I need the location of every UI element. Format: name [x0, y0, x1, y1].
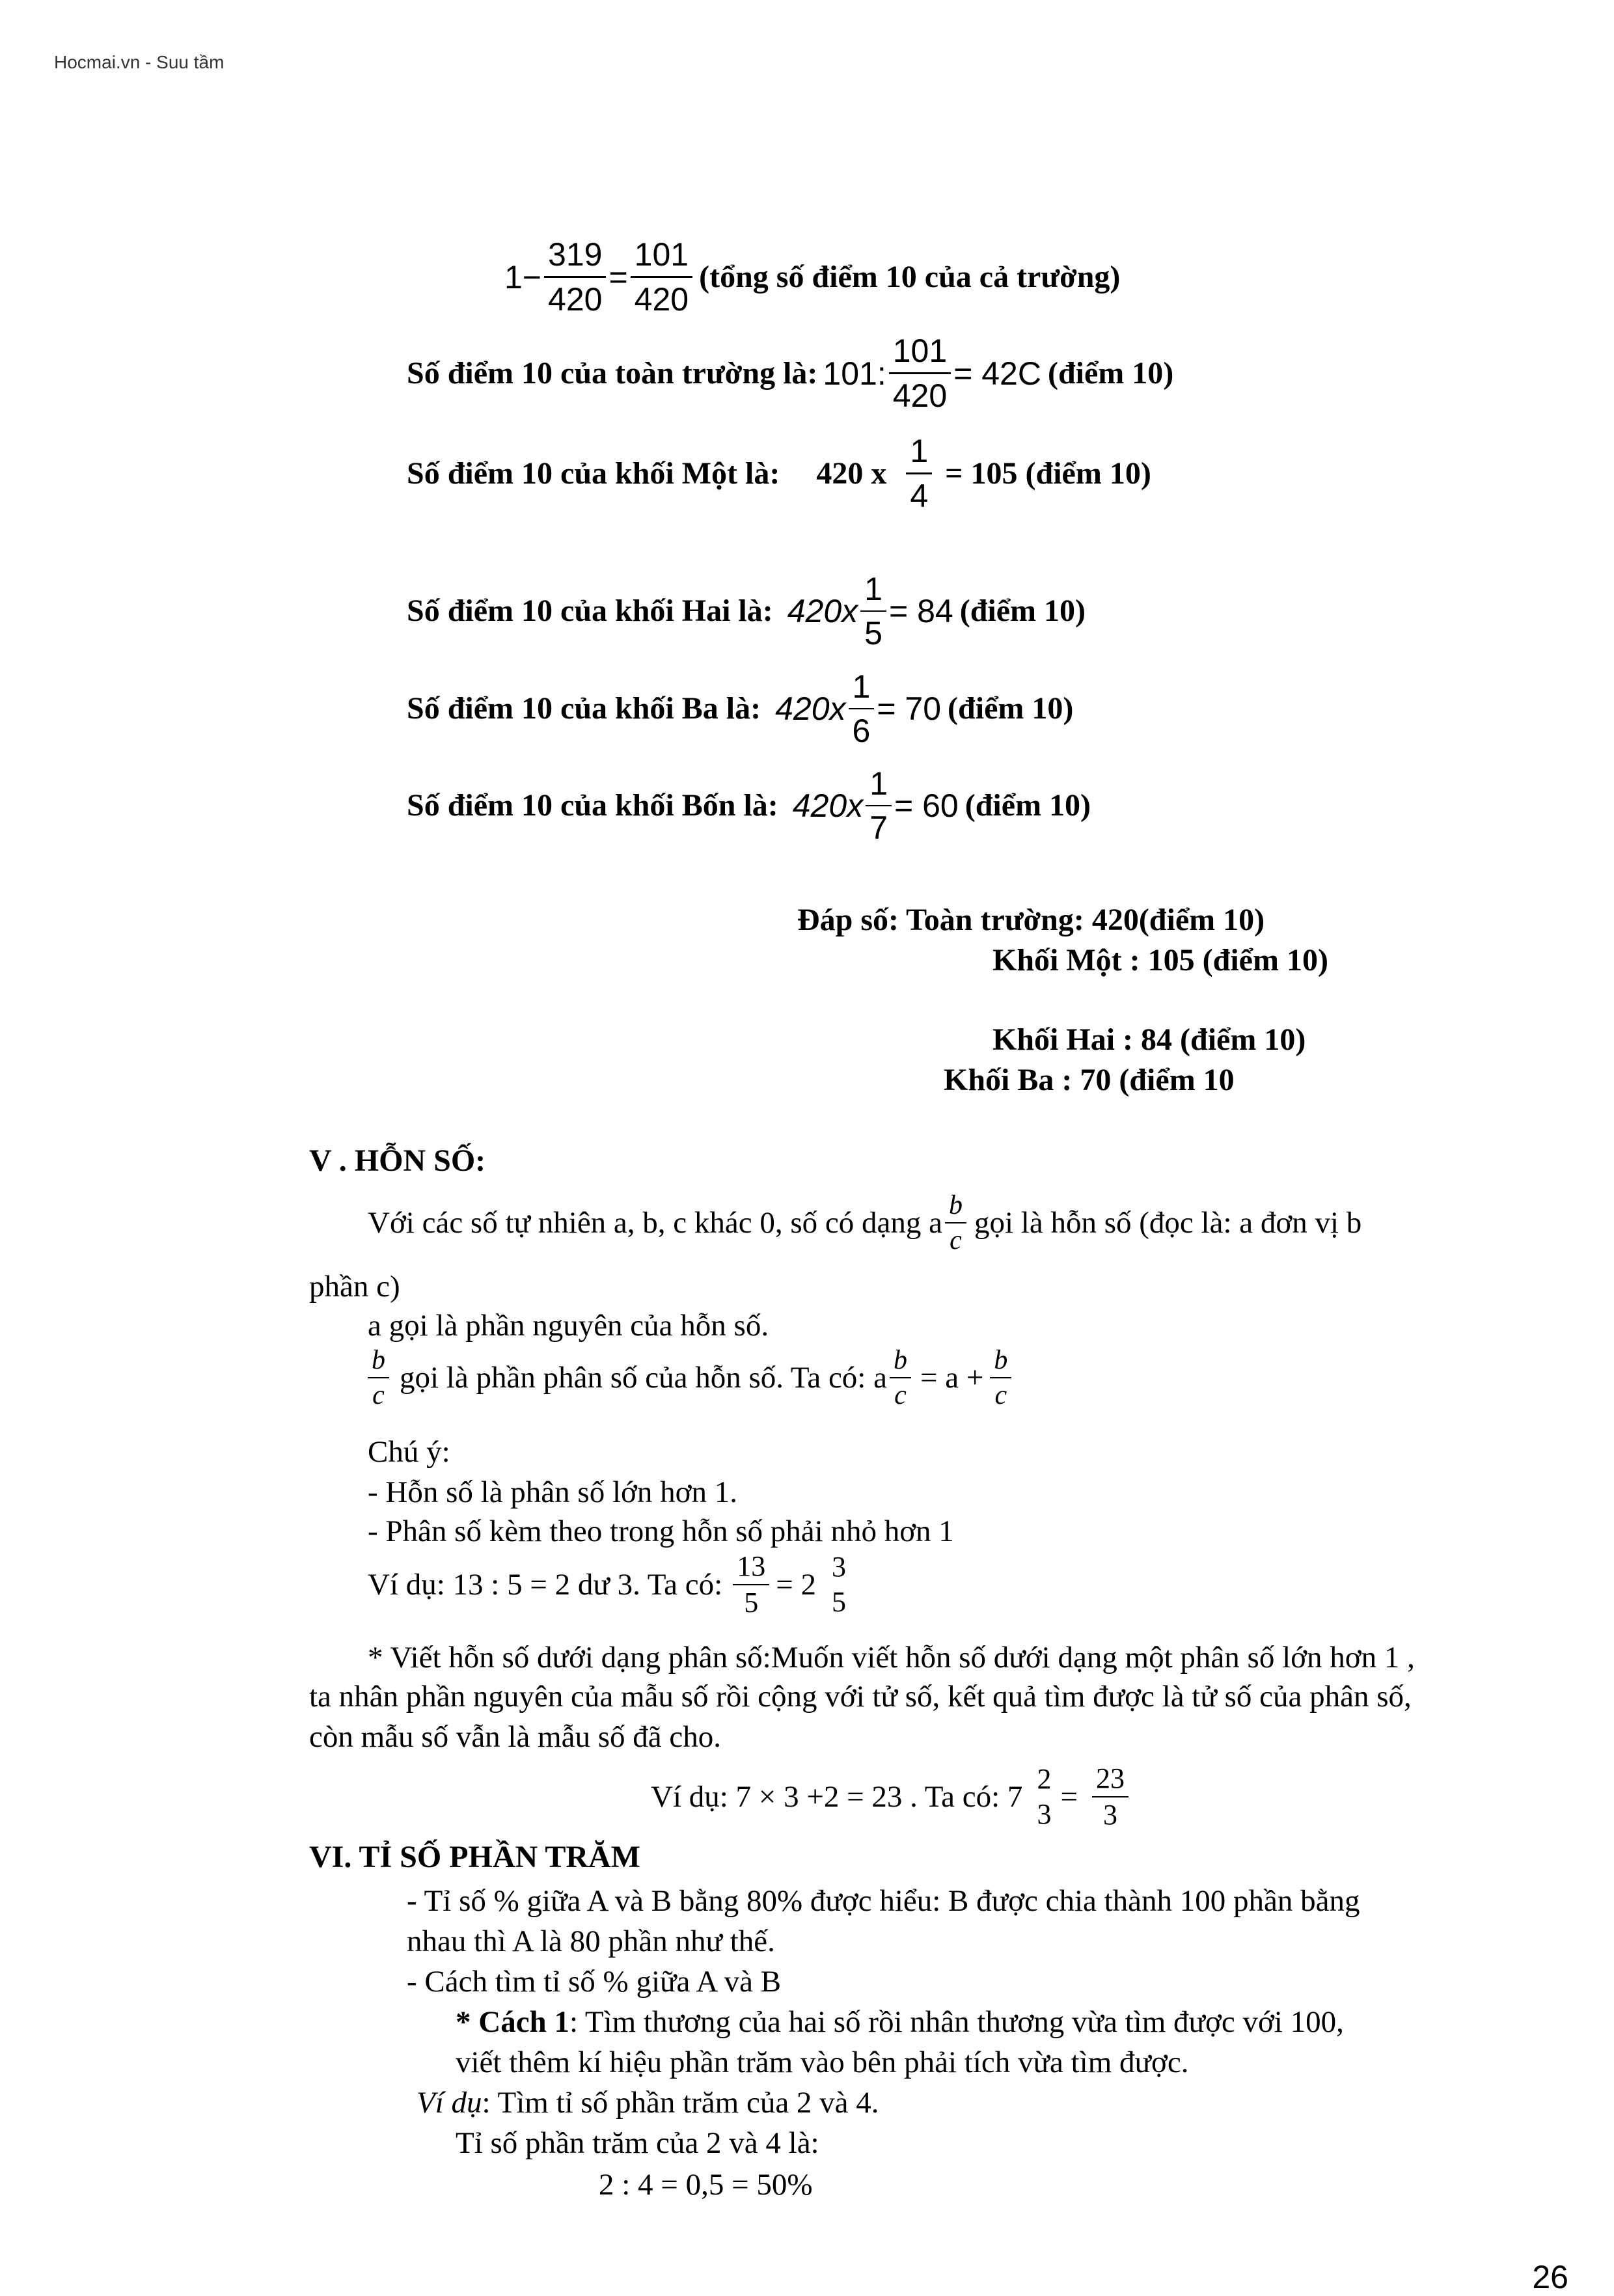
- calc-line-1: [504, 236, 1120, 318]
- source-label: Hocmai.vn - Suu tầm: [54, 52, 225, 72]
- section-title-percentage: VI. TỈ SỐ PHẦN TRĂM: [309, 1840, 640, 1874]
- calc-label: Số điểm 10 của khối Hai là:: [407, 594, 773, 628]
- calc-line-3: [407, 432, 1151, 515]
- sec5-example-1: Ví dụ: 13 : 5 = 2 dư 3. Ta có: $\frac{13}{5}$ = 2 3 5: [368, 1551, 853, 1618]
- answer-line-4: Khối Ba : 70 (điểm 10: [944, 1063, 1235, 1097]
- sec6-method-1: * Cách 1: Tìm thương của hai số rồi nhân thương vừa tìm được với 100,: [456, 2005, 1344, 2039]
- fraction-319-420: $\frac{319}{420}$: [544, 236, 606, 318]
- calc-result: = 70: [877, 690, 942, 727]
- calc-result: = 42C: [953, 355, 1041, 392]
- calc-line-5: [407, 668, 1073, 750]
- fraction-101-420: $\frac{101}{420}$: [889, 332, 951, 415]
- fraction-1-7: $\frac{1}{7}$: [866, 765, 892, 847]
- calc-expr: 420x: [787, 593, 858, 629]
- page-number: 26: [1532, 2259, 1568, 2295]
- sec5-paragraph-1-cont: phần c): [309, 1270, 400, 1304]
- calc-result: = 60: [894, 787, 959, 824]
- fraction-1-5: $\frac{1}{5}$: [860, 570, 886, 652]
- fraction-b-c: $\frac{b}{c}$: [990, 1346, 1011, 1410]
- equals-sign: =: [609, 258, 628, 295]
- calc-unit: (điểm 10): [964, 788, 1091, 823]
- calc-label: Số điểm 10 của khối Bốn là:: [407, 788, 778, 823]
- calc-expr: 420 x: [816, 456, 887, 491]
- fraction-13-5: $\frac{13}{5}$: [733, 1551, 769, 1618]
- calc-expr: 101:: [823, 355, 886, 392]
- calc-unit: (điểm 10): [1047, 355, 1174, 390]
- sec5-example-2: Ví dụ: 7 × 3 +2 = 23 . Ta có: 7 2 3 = $\frac{23}{3}$: [651, 1764, 1131, 1830]
- calc-label: Số điểm 10 của khối Ba là:: [407, 691, 761, 726]
- calc-result: = 84: [888, 593, 953, 629]
- calc-unit: (điểm 10): [959, 594, 1086, 628]
- fraction-b-c: $\frac{b}{c}$: [890, 1346, 911, 1410]
- sec6-line-2: nhau thì A là 80 phần như thế.: [407, 1924, 775, 1958]
- sec5-paragraph-3: $\frac{b}{c}$ gọi là phần phân số của hỗn số. Ta có: a $\frac{b}{c}$ = a + $\frac{b}{c}$: [368, 1346, 1014, 1410]
- section-title-mixed-numbers: V . HỖN SỐ:: [309, 1143, 486, 1178]
- calc-label: Số điểm 10 của khối Một là:: [407, 456, 780, 491]
- sec5-conversion-line-1: * Viết hỗn số dưới dạng phân số:Muốn viết hỗn số dưới dạng một phân số lớn hơn 1 ,: [368, 1641, 1415, 1674]
- expr-lead: 1−: [504, 258, 542, 295]
- sec5-conversion-line-2: ta nhân phần nguyên của mẫu số rồi cộng với tử số, kết quả tìm được là tử số của phân số,: [309, 1680, 1412, 1714]
- sec5-bullet-1: - Hỗn số là phân số lớn hơn 1.: [368, 1475, 737, 1509]
- sec5-paragraph-2: a gọi là phần nguyên của hỗn số.: [368, 1309, 769, 1343]
- calc-expr: 420x: [775, 690, 846, 727]
- calc-expr: 420x: [792, 787, 864, 824]
- fraction-2-3: 2 3: [1037, 1763, 1052, 1830]
- sec6-example: Ví dụ: Tìm tỉ số phần trăm của 2 và 4.: [417, 2086, 879, 2120]
- sec5-paragraph-1: Với các số tự nhiên a, b, c khác 0, số có dạng a $\frac{b}{c}$ gọi là hỗn số (đọc là: a đơn vị b: [368, 1190, 1362, 1255]
- sec6-line-5: viết thêm kí hiệu phần trăm vào bên phải tích vừa tìm được.: [456, 2045, 1189, 2079]
- fraction-1-6: $\frac{1}{6}$: [849, 668, 875, 750]
- example-label: Ví dụ: [417, 2086, 482, 2120]
- calc-label: Số điểm 10 của toàn trường là:: [407, 355, 818, 390]
- calc-line-6: [407, 765, 1091, 847]
- sec5-note: Chú ý:: [368, 1435, 450, 1469]
- method-label: * Cách 1: [456, 2005, 569, 2039]
- calc-unit: (điểm 10): [948, 691, 1074, 726]
- fraction-3-5: 3 5: [831, 1551, 846, 1618]
- calc-line-2: [407, 332, 1173, 415]
- answer-line-1: Đáp số: Toàn trường: 420(điểm 10): [797, 903, 1265, 937]
- answer-line-2: Khối Một : 105 (điểm 10): [992, 943, 1328, 977]
- fraction-101-420: $\frac{101}{420}$: [631, 236, 692, 318]
- sec5-conversion-line-3: còn mẫu số vẫn là mẫu số đã cho.: [309, 1720, 722, 1754]
- answer-line-3: Khối Hai : 84 (điểm 10): [992, 1022, 1306, 1057]
- sec6-line-1: - Tỉ số % giữa A và B bằng 80% được hiểu: B được chia thành 100 phần bằng: [407, 1884, 1360, 1918]
- fraction-1-4: $\frac{1}{4}$: [906, 432, 932, 515]
- sec6-line-8: 2 : 4 = 0,5 = 50%: [599, 2168, 813, 2202]
- calc-result: = 105 (điểm 10): [945, 456, 1151, 491]
- fraction-23-3: $\frac{23}{3}$: [1092, 1764, 1128, 1830]
- calc-line-4: [407, 570, 1086, 652]
- calc-note: (tổng số điểm 10 của cả trường): [699, 259, 1121, 294]
- fraction-b-c: $\frac{b}{c}$: [945, 1191, 966, 1255]
- sec6-line-3: - Cách tìm tỉ số % giữa A và B: [407, 1965, 782, 1999]
- sec6-line-7: Tỉ số phần trăm của 2 và 4 là:: [456, 2126, 819, 2160]
- sec5-bullet-2: - Phân số kèm theo trong hỗn số phải nhỏ hơn 1: [368, 1514, 954, 1548]
- fraction-b-c: $\frac{b}{c}$: [368, 1346, 389, 1410]
